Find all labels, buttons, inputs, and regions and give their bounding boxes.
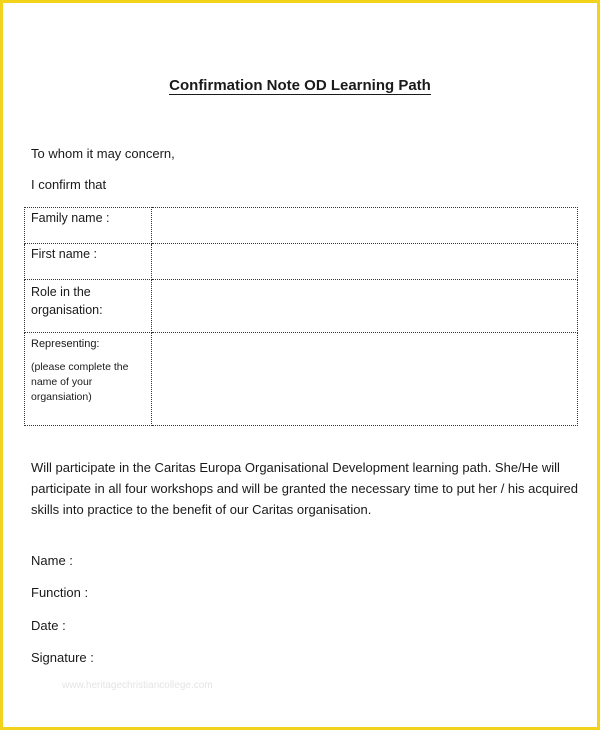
representing-note-line1: (please complete the	[31, 361, 129, 373]
role-label-line1: Role in the	[31, 285, 91, 299]
form-row-first-name	[25, 244, 578, 280]
family-name-field[interactable]	[152, 208, 578, 244]
date-label: Date :	[31, 618, 66, 633]
role-field[interactable]	[152, 280, 578, 333]
representing-field[interactable]	[152, 333, 578, 426]
salutation: To whom it may concern,	[31, 146, 175, 161]
representing-label-text: Representing:	[31, 338, 100, 350]
representing-note	[31, 360, 145, 405]
first-name-label: First name :	[25, 244, 152, 280]
representing-label	[25, 333, 152, 426]
form-row-role	[25, 280, 578, 333]
representing-note-line3: organsiation)	[31, 391, 92, 403]
confirmation-form-table	[24, 207, 578, 426]
role-label	[25, 280, 152, 333]
confirm-text: I confirm that	[31, 177, 107, 192]
document-title-text: Confirmation Note OD Learning Path	[169, 77, 431, 94]
form-row-representing	[25, 333, 578, 426]
participation-paragraph: Will participate in the Caritas Europa Organisational Development learning path. She/He will participate in all four workshops and will be granted the necessary time to put her / his acquired skills into practice to the benefit of our Caritas organisation.	[31, 460, 579, 517]
representing-note-line2: name of your	[31, 376, 93, 388]
role-label-line2: organisation:	[31, 303, 103, 317]
signature-label: Signature :	[31, 650, 94, 665]
form-row-family-name	[25, 208, 578, 244]
name-label: Name :	[31, 553, 73, 568]
document-title	[0, 77, 600, 94]
family-name-label: Family name :	[25, 208, 152, 244]
first-name-field[interactable]	[152, 244, 578, 280]
watermark-text: www.heritagechristiancollege.com	[62, 680, 213, 691]
function-label: Function :	[31, 585, 89, 600]
